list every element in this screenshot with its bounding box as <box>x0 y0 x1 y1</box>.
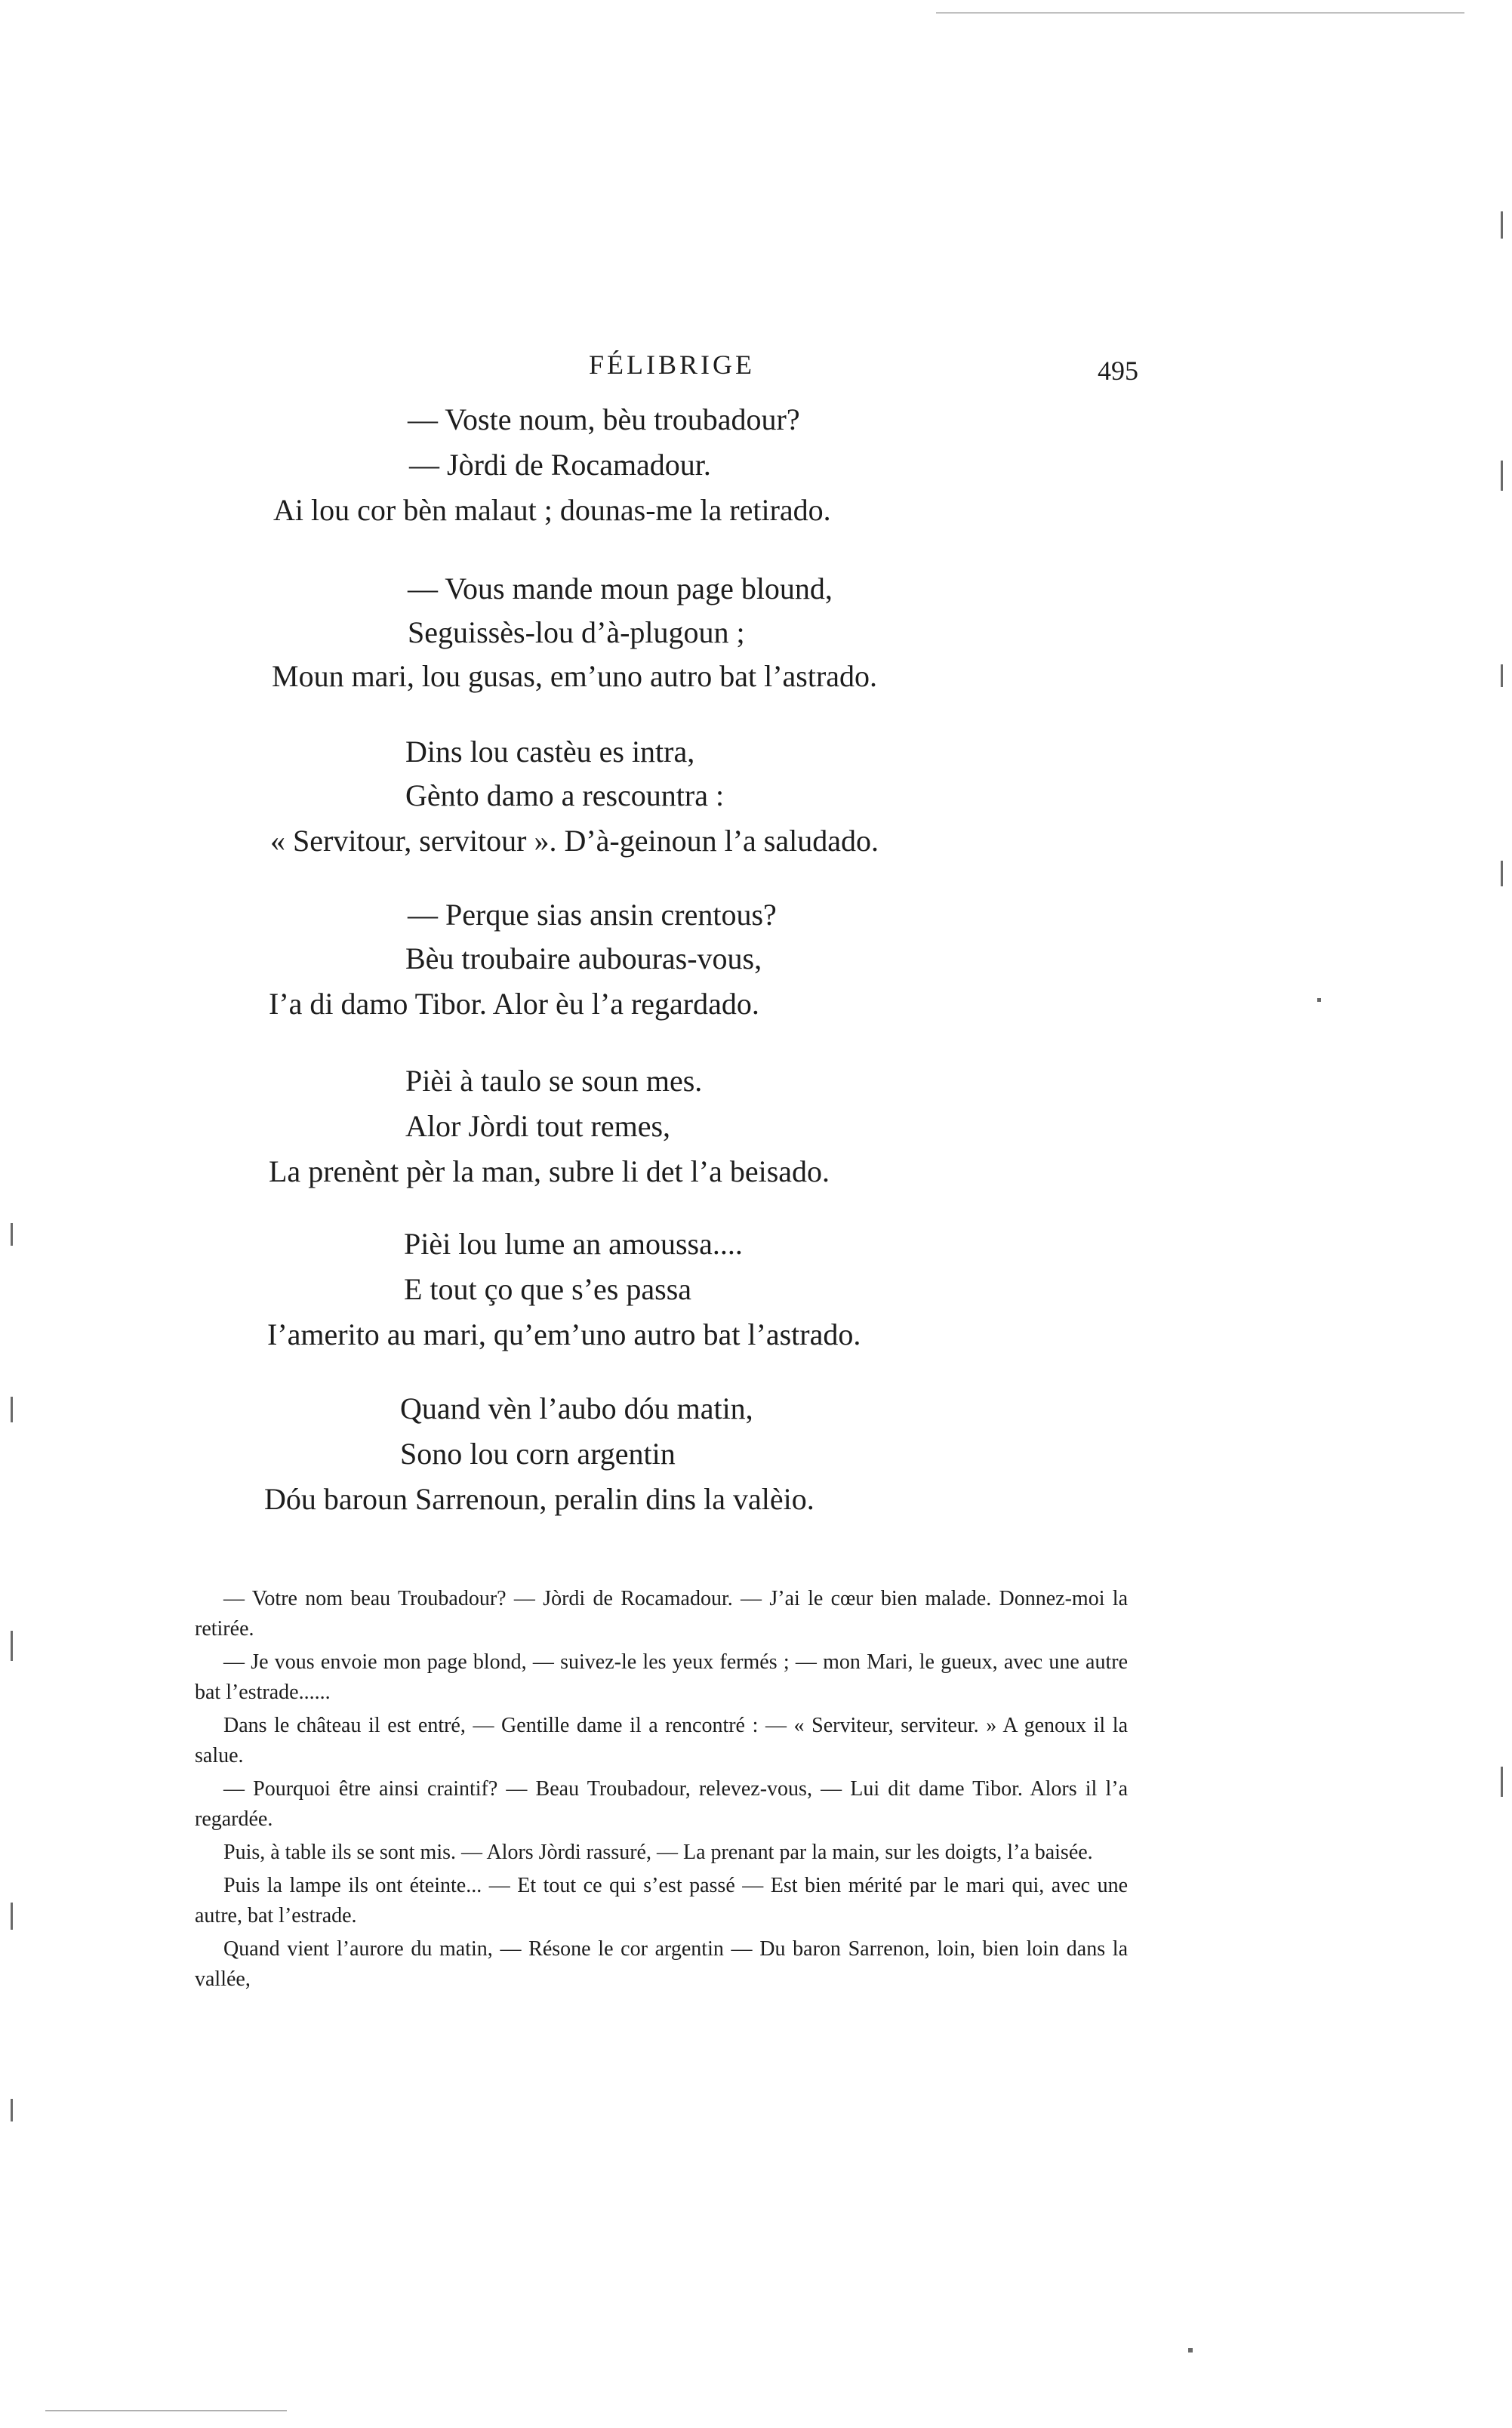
verse-line: Seguissès-lou d’à-plugoun ; <box>408 615 745 649</box>
scan-artifact <box>1317 998 1321 1002</box>
scan-artifact <box>11 2099 13 2121</box>
scan-artifact <box>11 1397 13 1422</box>
scan-artifact <box>1501 664 1503 687</box>
scan-artifact <box>11 1631 13 1661</box>
scan-artifact <box>11 1903 13 1930</box>
scan-artifact <box>1501 211 1503 239</box>
verse-line: E tout ço que s’es passa <box>404 1272 692 1306</box>
verse-line: Gènto damo a rescountra : <box>405 778 725 812</box>
verse-line: Pièi à taulo se soun mes. <box>405 1064 703 1098</box>
scan-artifact <box>45 2410 287 2411</box>
verse-line: — Perque sias ansin crentous? <box>408 898 777 932</box>
scan-artifact <box>1501 861 1503 886</box>
verse-line: Pièi lou lume an amoussa.... <box>404 1227 743 1261</box>
scan-artifact <box>936 12 1464 14</box>
verse-line: — Voste noum, bèu troubadour? <box>408 402 800 436</box>
translation-note: Puis la lampe ils ont éteinte... — Et tout ce qui s’est passé — Est bien mérité par le mari qui, avec une autre, bat l’estrade. <box>195 1874 1128 1927</box>
verse-line: I’a di damo Tibor. Alor èu l’a regardado. <box>269 987 759 1021</box>
verse-line: La prenènt pèr la man, subre li det l’a beisado. <box>269 1154 830 1188</box>
translation-note: — Pourquoi être ainsi craintif? — Beau Troubadour, relevez-vous, — Lui dit dame Tibor. Alors il l’a regardée. <box>195 1777 1128 1831</box>
translation-note: — Je vous envoie mon page blond, — suivez-le les yeux fermés ; — mon Mari, le gueux, avec une autre bat l’estrade...... <box>195 1650 1128 1704</box>
scan-artifact <box>1501 1767 1503 1797</box>
verse-line: Quand vèn l’aubo dóu matin, <box>400 1391 753 1425</box>
verse-line: Alor Jòrdi tout remes, <box>405 1109 671 1143</box>
translation-note: — Votre nom beau Troubadour? — Jòrdi de Rocamadour. — J’ai le cœur bien malade. Donnez-moi la retirée. <box>195 1587 1128 1641</box>
translation-note: Dans le château il est entré, — Gentille dame il a rencontré : — « Serviteur, serviteur. » A genoux il la salue. <box>195 1714 1128 1767</box>
translation-notes <box>195 1584 1128 1998</box>
verse-line: « Servitour, servitour ». D’à-geinoun l’a saludado. <box>270 824 879 858</box>
verse-line: — Vous mande moun page blound, <box>408 572 833 605</box>
verse-line: Ai lou cor bèn malaut ; dounas-me la retirado. <box>273 493 831 527</box>
verse-line: Dóu baroun Sarrenoun, peralin dins la valèio. <box>264 1482 815 1516</box>
translation-note: Quand vient l’aurore du matin, — Résone le cor argentin — Du baron Sarrenon, loin, bien loin dans la vallée, <box>195 1937 1128 1991</box>
page-number: 495 <box>1098 356 1138 386</box>
verse-line: I’amerito au mari, qu’em’uno autro bat l’astrado. <box>267 1317 861 1351</box>
verse-line: Moun mari, lou gusas, em’uno autro bat l’astrado. <box>272 659 878 693</box>
verse-line: — Jòrdi de Rocamadour. <box>409 448 711 482</box>
scan-artifact <box>1188 2348 1193 2353</box>
verse-line: Dins lou castèu es intra, <box>405 735 695 769</box>
translation-note: Puis, à table ils se sont mis. — Alors Jòrdi rassuré, — La prenant par la main, sur les doigts, l’a baisée. <box>223 1841 1093 1864</box>
verse-line: Sono lou corn argentin <box>400 1437 676 1471</box>
verse-line: Bèu troubaire aubouras-vous, <box>405 941 762 975</box>
scan-artifact <box>1501 461 1503 491</box>
scan-artifact <box>11 1223 13 1246</box>
running-title: FÉLIBRIGE <box>589 350 755 380</box>
